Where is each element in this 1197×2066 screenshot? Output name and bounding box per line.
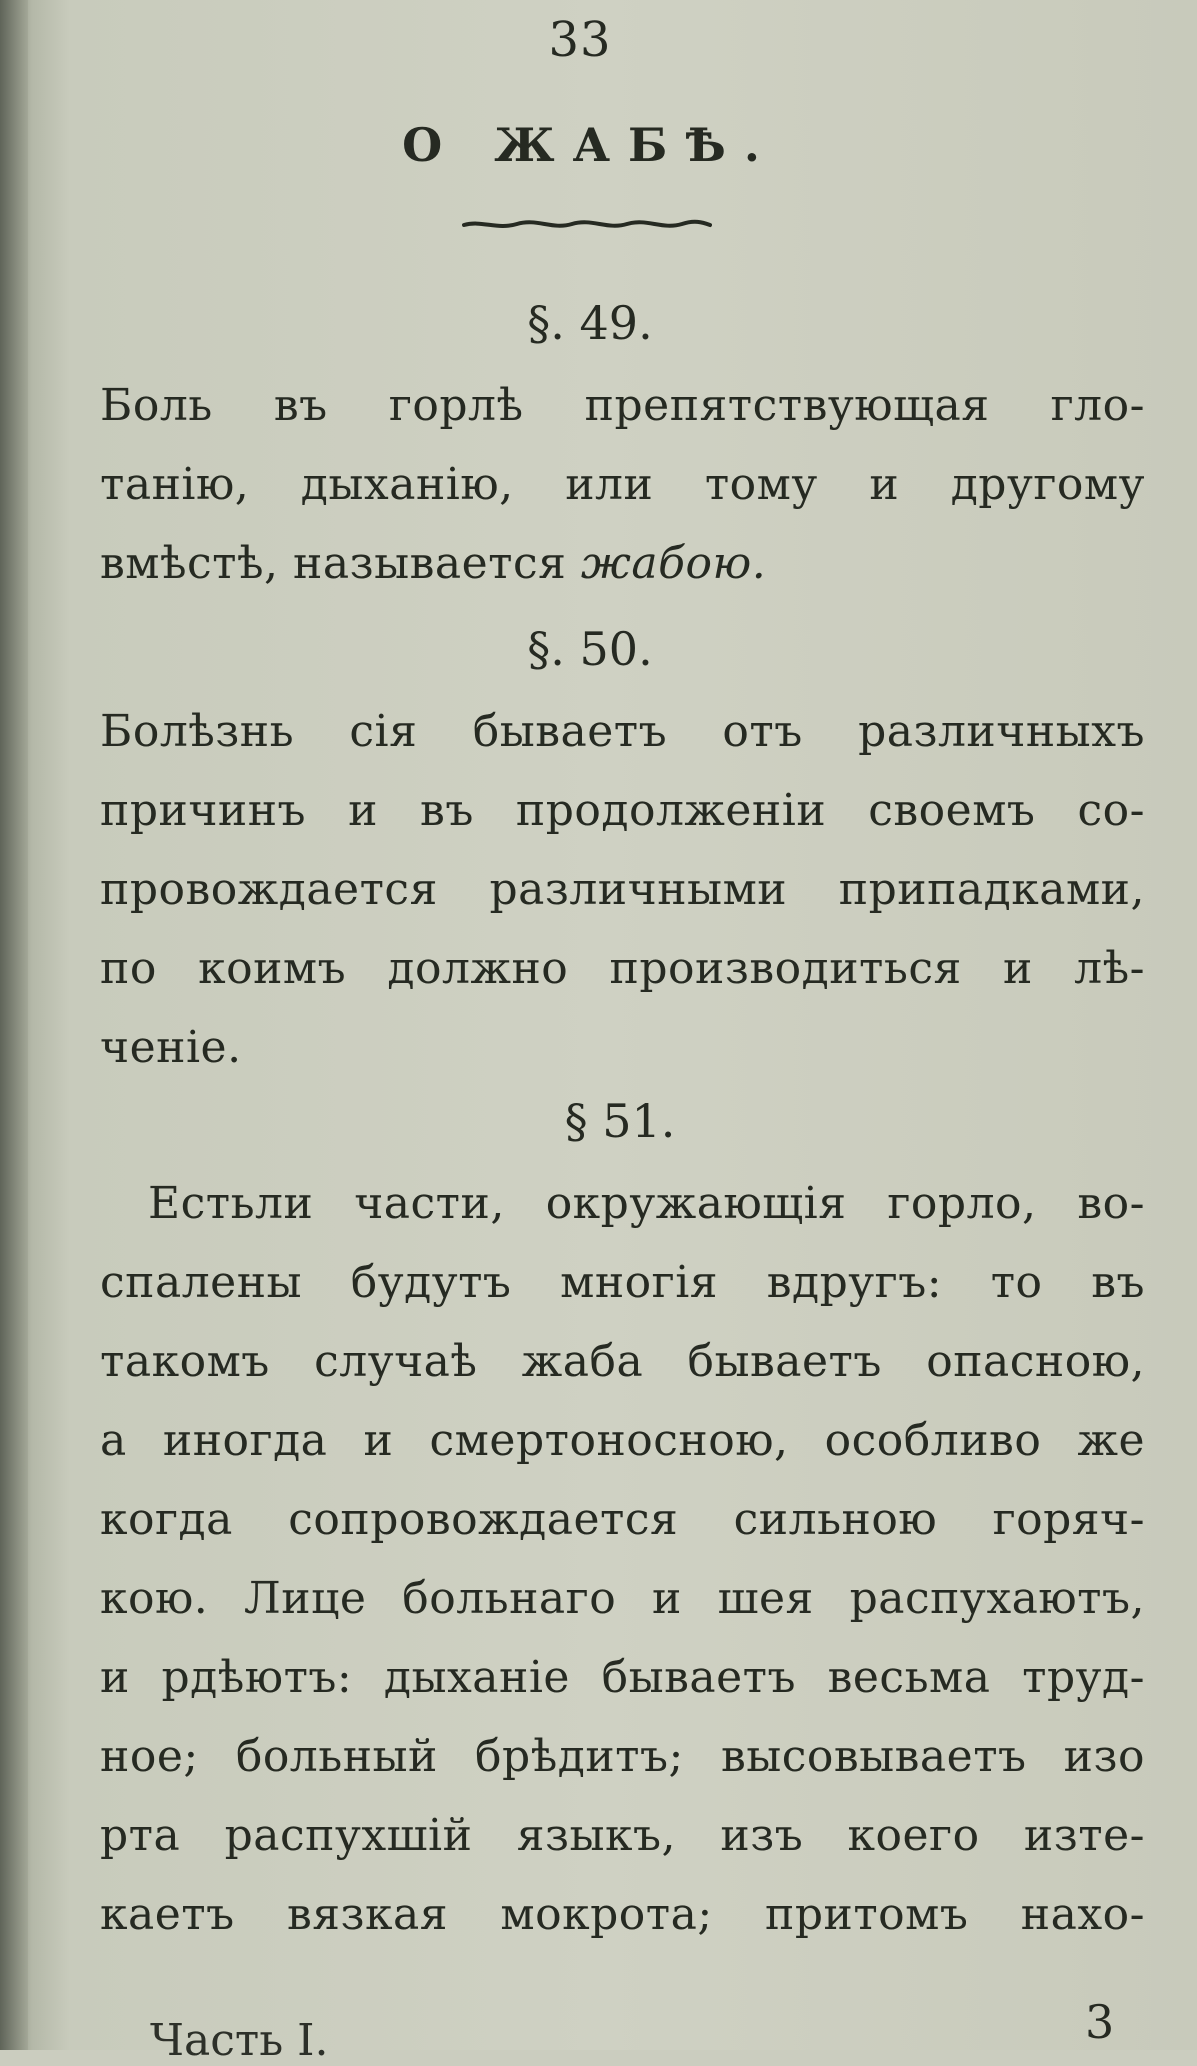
text-line: вмѣстѣ, называется xyxy=(100,538,581,589)
section-heading-51: § 51. xyxy=(564,1094,676,1148)
text-line: когда сопровождается сильною горяч- xyxy=(100,1494,1145,1545)
divider-ornament-icon xyxy=(462,210,712,236)
text-line: такомъ случаѣ жаба бываетъ опасною, xyxy=(100,1336,1145,1387)
text-line: Естьли части, окружающія горло, во- xyxy=(148,1178,1145,1229)
text-line: танію, дыханію, или тому и другому xyxy=(100,459,1145,510)
section-51-text xyxy=(100,1164,1145,1954)
volume-note: Часть I. xyxy=(150,2015,329,2066)
page-number: 33 xyxy=(548,12,612,68)
text-line: ное; больный брѣдитъ; высовываетъ изо xyxy=(100,1731,1145,1782)
section-heading-50: §. 50. xyxy=(527,622,653,676)
text-line: провождается различными припадками, xyxy=(100,864,1145,915)
text-line: а иногда и смертоносною, особливо же xyxy=(100,1415,1145,1466)
signature-mark: 3 xyxy=(1085,1995,1115,2049)
text-line: по коимъ должно производиться и лѣ- xyxy=(100,943,1145,994)
text-line: причинъ и въ продолженіи своемъ со- xyxy=(100,785,1145,836)
chapter-title: О ЖАБѢ. xyxy=(402,118,778,172)
section-50-text xyxy=(100,692,1145,1087)
text-line: Болѣзнь сія бываетъ отъ различныхъ xyxy=(100,706,1145,757)
text-line: спалены будутъ многія вдругъ: то въ xyxy=(100,1257,1145,1308)
text-line: ченіе. xyxy=(100,1022,242,1073)
binding-shadow xyxy=(0,0,28,2050)
text-line: рта распухшій языкъ, изъ коего изте- xyxy=(100,1810,1145,1861)
section-49-text xyxy=(100,366,1145,603)
text-line: кою. Лице больнаго и шея распухаютъ, xyxy=(100,1573,1145,1624)
defined-term: жабою. xyxy=(580,538,767,589)
section-heading-49: §. 49. xyxy=(527,296,653,350)
text-line: Боль въ горлѣ препятствующая гло- xyxy=(100,380,1145,431)
text-line: и рдѣютъ: дыханіе бываетъ весьма труд- xyxy=(100,1652,1145,1703)
text-line-last xyxy=(100,524,1145,603)
text-line: каетъ вязкая мокрота; притомъ нахо- xyxy=(100,1889,1145,1940)
